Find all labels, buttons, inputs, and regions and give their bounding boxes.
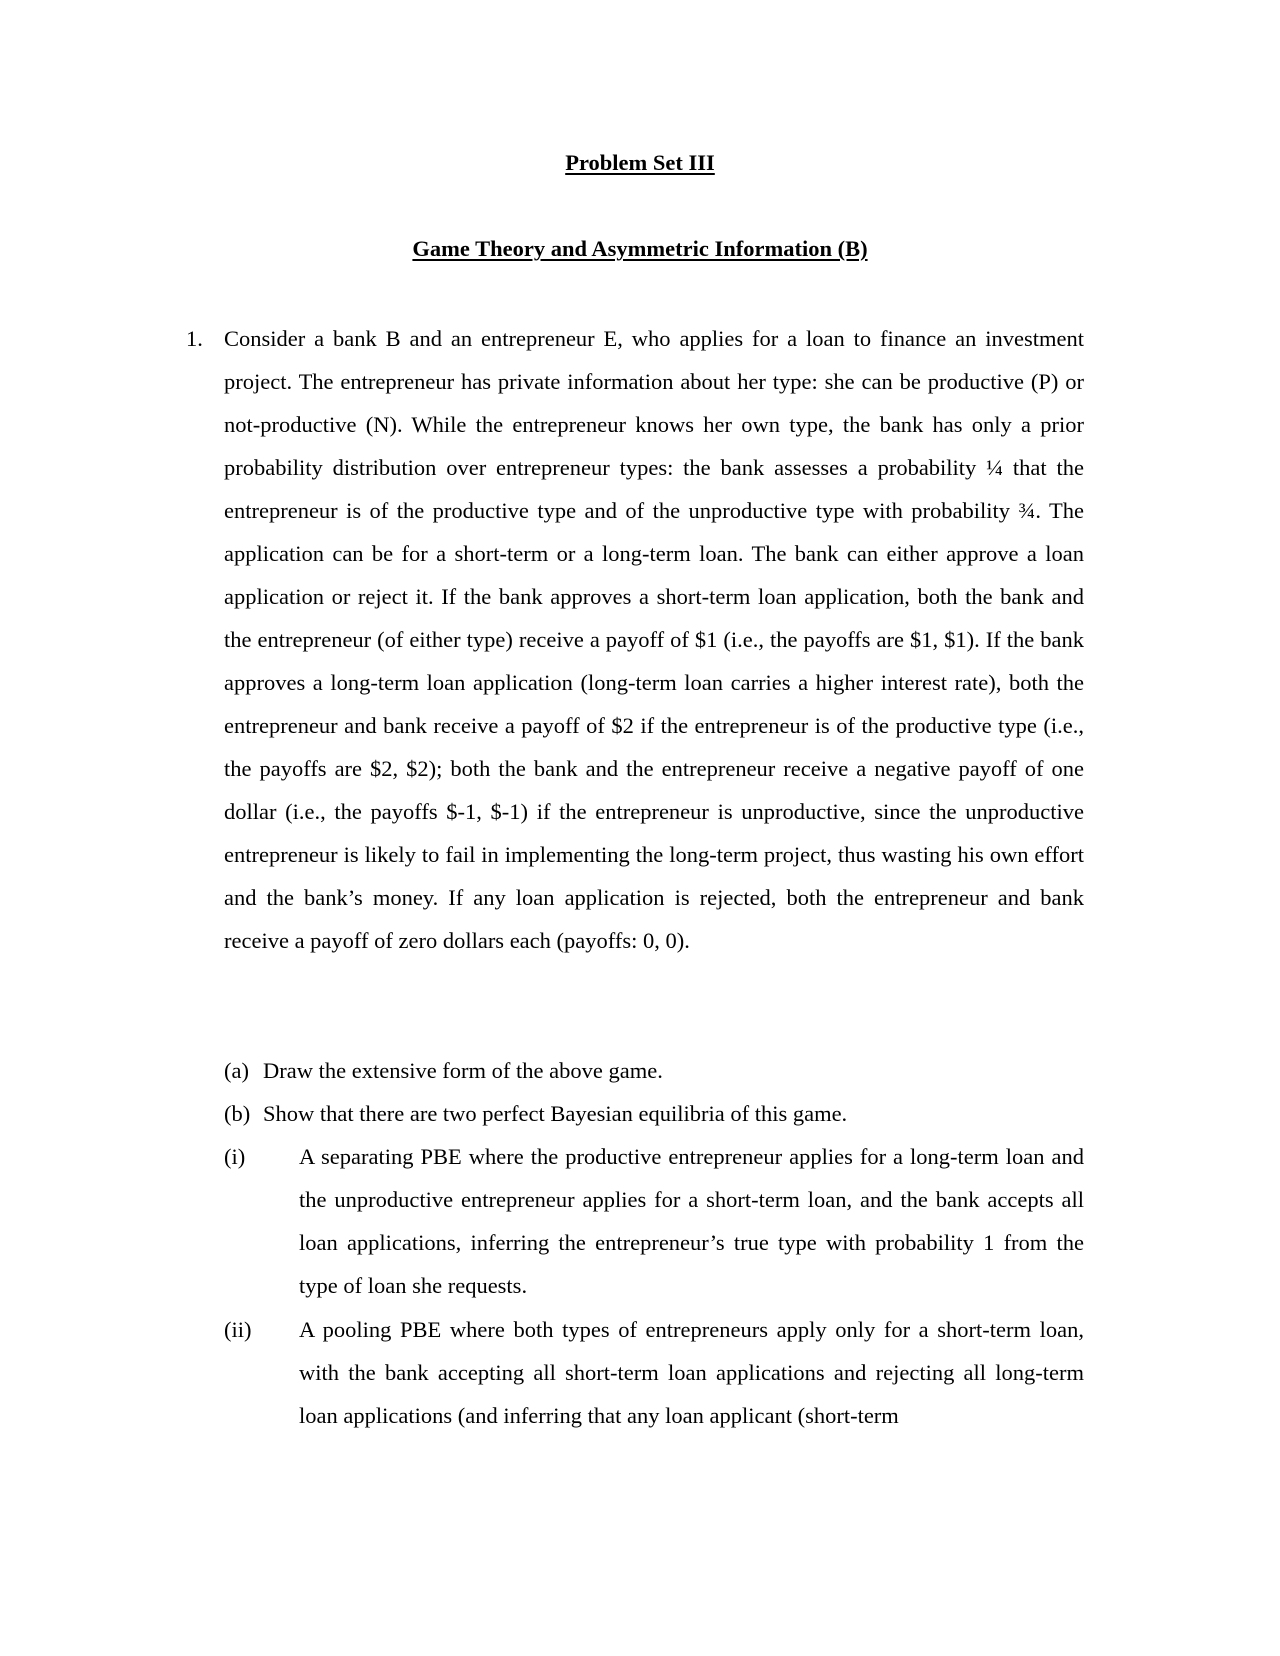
- subpart-label: (ii): [224, 1317, 252, 1342]
- question-part-a: [224, 1049, 663, 1092]
- subpart-label: (i): [224, 1144, 246, 1169]
- question-part-b: [224, 1092, 847, 1135]
- page-title: Problem Set III: [565, 150, 715, 175]
- subpart-text: A pooling PBE where both types of entrepreneurs apply only for a short-term loan, with the bank accepting all short-term loan applications and rejecting all long-term loan applications (and inferring that any loan applicant (short-term: [299, 1317, 1084, 1428]
- subpart-text: A separating PBE where the productive entrepreneur applies for a long-term loan and the unproductive entrepreneur applies for a short-term loan, and the bank accepts all loan applications, inferring the entrepreneur’s true type with probability 1 from the type of loan she requests.: [299, 1144, 1084, 1298]
- part-text: Show that there are two perfect Bayesian equilibria of this game.: [263, 1101, 848, 1126]
- question-body: Consider a bank B and an entrepreneur E, who applies for a loan to finance an investment project. The entrepreneur has private information about her type: she can be productive (P) or not-productive (N). While the entrepreneur knows her own type, the bank has only a prior probability distribution over entrepreneur types: the bank assesses a probability ¼ that the entrepreneur is of the productive type and of the unproductive type with probability ¾. The application can be for a short-term or a long-term loan. The bank can either approve a loan application or reject it. If the bank approves a short-term loan application, both the bank and the entrepreneur (of either type) receive a payoff of $1 (i.e., the payoffs are $1, $1). If the bank approves a long-term loan application (long-term loan carries a higher interest rate), both the entrepreneur and bank receive a payoff of $2 if the entrepreneur is of the productive type (i.e., the payoffs are $2, $2); both the bank and the entrepreneur receive a negative payoff of one dollar (i.e., the payoffs $-1, $-1) if the entrepreneur is unproductive, since the unproductive entrepreneur is likely to fail in implementing the long-term project, thus wasting his own effort and the bank’s money. If any loan application is rejected, both the entrepreneur and bank receive a payoff of zero dollars each (payoffs: 0, 0).: [224, 326, 1084, 953]
- part-text: Draw the extensive form of the above game.: [263, 1058, 663, 1083]
- question-number: 1.: [186, 326, 203, 351]
- page-subtitle: Game Theory and Asymmetric Information (B): [412, 236, 868, 261]
- part-label: (a): [224, 1058, 249, 1083]
- part-label: (b): [224, 1101, 251, 1126]
